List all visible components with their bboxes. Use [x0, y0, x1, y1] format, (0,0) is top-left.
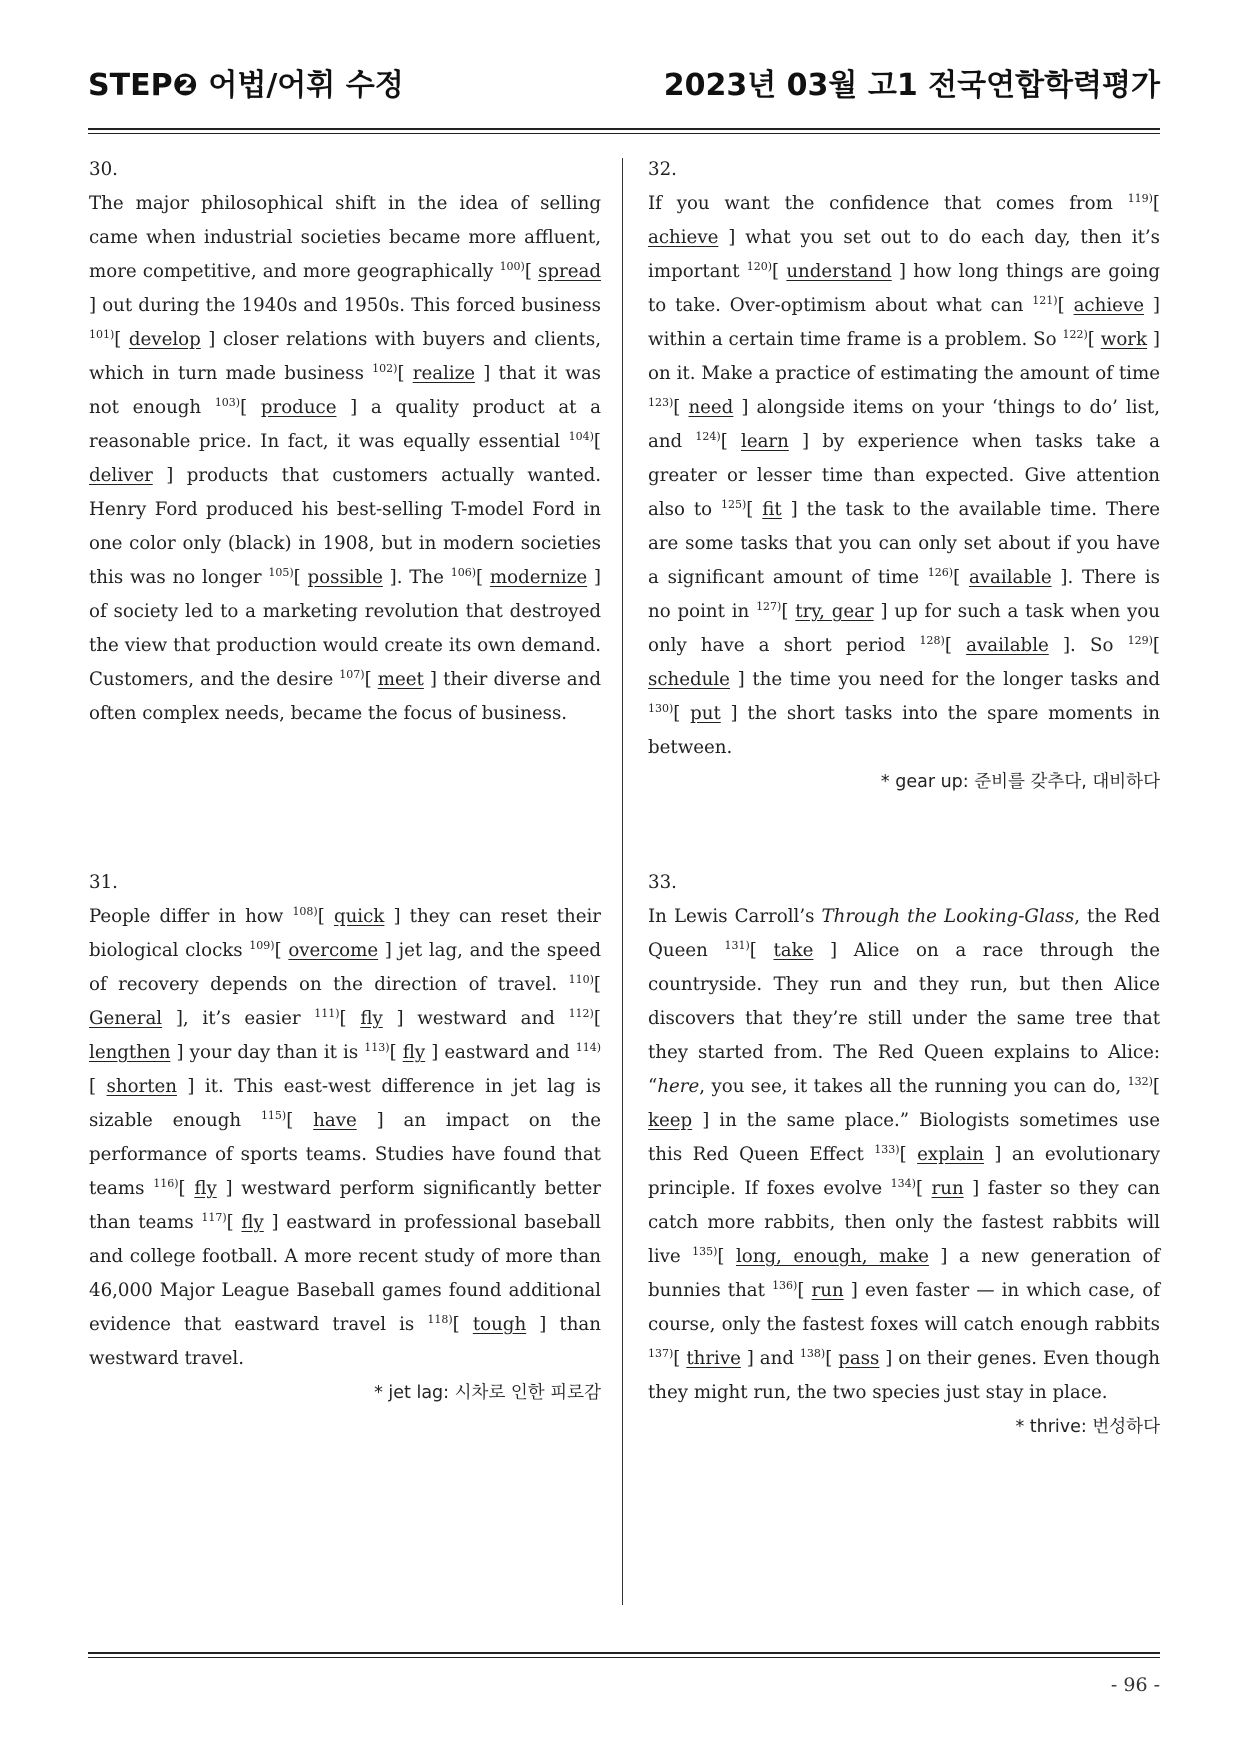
answer-blank: schedule	[648, 669, 730, 690]
answer-blank: lengthen	[89, 1042, 171, 1063]
answer-blank: keep	[648, 1110, 693, 1131]
answer-blank: available	[966, 635, 1049, 656]
question-31	[89, 866, 601, 1410]
blank-number: 100)	[499, 260, 525, 273]
blank-number: 122)	[1062, 328, 1088, 341]
answer-blank: run	[811, 1280, 844, 1301]
answer-blank: have	[313, 1110, 357, 1131]
answer-blank: thrive	[686, 1348, 741, 1369]
footer-rule	[88, 1652, 1160, 1654]
vocab-note: * thrive: 번성하다	[1015, 1417, 1160, 1437]
page-number: - 96 -	[1110, 1674, 1160, 1696]
answer-blank: take	[773, 940, 814, 961]
question-number: 30.	[89, 159, 118, 180]
blank-number: 118)	[427, 1313, 453, 1326]
italic-text: here	[657, 1076, 700, 1097]
blank-number: 112)	[568, 1007, 594, 1020]
blank-number: 132)	[1127, 1075, 1153, 1088]
answer-blank: achieve	[1073, 295, 1144, 316]
blank-number: 129)	[1127, 634, 1153, 647]
question-30	[89, 153, 601, 731]
blank-number: 121)	[1032, 294, 1058, 307]
question-number: 31.	[89, 872, 118, 893]
answer-blank: possible	[307, 567, 383, 588]
blank-number: 128)	[919, 634, 945, 647]
answer-blank: put	[690, 703, 721, 724]
blank-number: 115)	[260, 1109, 287, 1122]
blank-number: 104)	[568, 430, 594, 443]
question-body: If you want the confidence that comes from $^{119)}$[ achieve ] what you set out to do each day, then it’s important $^{120)}$[ understand ] how long things are going to take. Over-optimism about what can $^{121)}$[ achieve ] within a certain time frame is a problem. So $^{122)}$[ work ] on it. Make a practice of estimating the amount of time $^{123)}$[ need ] alongside items on your ‘things to do’ list, and $^{124)}$[ learn ] by experience when tasks take a greater or lesser time than expected. Give attention also to $^{125)}$[ fit ] the task to the available time. There are some tasks that you can only set about if you have a significant amount of time $^{126)}$[ available ]. There is no point in $^{127)}$[ try, gear ] up for such a task when you only have a short period $^{128)}$[ available ]. So $^{129)}$[ schedule ] the time you need for the longer tasks and $^{130)}$[ put ] the short tasks into the spare moments in between.	[648, 192, 1160, 758]
answer-blank: try, gear	[795, 601, 874, 622]
blank-number: 110)	[568, 973, 594, 986]
blank-number: 125)	[721, 498, 747, 511]
blank-number: 103)	[214, 396, 241, 409]
question-33	[648, 866, 1160, 1444]
answer-blank: fly	[360, 1008, 383, 1029]
blank-number: 135)	[692, 1245, 718, 1258]
answer-blank: understand	[786, 261, 892, 282]
blank-number: 101)	[89, 328, 115, 341]
answer-blank: deliver	[89, 465, 153, 486]
blank-number: 107)	[339, 668, 365, 681]
blank-number: 102)	[372, 362, 398, 375]
blank-number: 131)	[724, 939, 750, 952]
blank-number: 117)	[201, 1211, 227, 1224]
answer-blank: meet	[377, 669, 424, 690]
answer-blank: produce	[260, 397, 337, 418]
blank-number: 109)	[249, 939, 275, 952]
blank-number: 138)	[799, 1347, 826, 1360]
answer-blank: fit	[762, 499, 782, 520]
answer-blank: pass	[838, 1348, 880, 1369]
blank-number: 113)	[364, 1041, 390, 1054]
answer-blank: work	[1100, 329, 1147, 350]
answer-blank: fly	[402, 1042, 426, 1063]
answer-blank: achieve	[648, 227, 719, 248]
page-header	[88, 60, 1160, 104]
answer-blank: fly	[241, 1212, 264, 1233]
column-divider	[622, 158, 623, 1605]
exam-title: 2023년 03월 고1 전국연합학력평가	[663, 68, 1160, 103]
header-rule-thin	[88, 133, 1160, 134]
blank-number: 120)	[746, 260, 773, 273]
answer-blank: quick	[333, 906, 385, 927]
blank-number: 136)	[772, 1279, 798, 1292]
answer-blank: General	[89, 1008, 163, 1029]
blank-number: 137)	[648, 1347, 674, 1360]
answer-blank: spread	[538, 261, 601, 282]
footer-rule-thin	[88, 1657, 1160, 1658]
blank-number: 119)	[1127, 192, 1153, 205]
blank-number: 116)	[153, 1177, 179, 1190]
answer-blank: fly	[194, 1178, 217, 1199]
blank-number: 130)	[648, 702, 674, 715]
blank-number: 124)	[695, 430, 721, 443]
answer-blank: overcome	[288, 940, 379, 961]
answer-blank: realize	[412, 363, 476, 384]
blank-number: 133)	[874, 1143, 900, 1156]
blank-number: 106)	[450, 566, 477, 579]
blank-number: 105)	[268, 566, 294, 579]
header-rule	[88, 128, 1160, 130]
question-number: 33.	[648, 872, 677, 893]
answer-blank: learn	[741, 431, 789, 452]
blank-number: 126)	[927, 566, 954, 579]
answer-blank: tough	[472, 1314, 527, 1335]
blank-number: 123)	[648, 396, 674, 409]
vocab-note: * gear up: 준비를 갖추다, 대비하다	[880, 772, 1160, 792]
answer-blank: run	[931, 1178, 964, 1199]
answer-blank: modernize	[489, 567, 588, 588]
question-body: People differ in how $^{108)}$[ quick ] they can reset their biological clocks $^{109)}$[ overcome ] jet lag, and the speed of recovery depends on the direction of travel. $^{110)}$[ General ], it’s easier $^{111)}$[ fly ] westward and $^{112)}$[ lengthen ] your day than it is $^{113)}$[ fly ] eastward and $^{114)}$[ shorten ] it. This east-west difference in jet lag is sizable enough $^{115)}$[ have ] an impact on the performance of sports teams. Studies have found that teams $^{116)}$[ fly ] westward perform significantly better than teams $^{117)}$[ fly ] eastward in professional baseball and college football. A more recent study of more than 46,000 Major League Baseball games found additional evidence that eastward travel is $^{118)}$[ tough ] than westward travel.	[89, 905, 601, 1369]
blank-number: 127)	[756, 600, 782, 613]
vocab-note: * jet lag: 시차로 인한 피로감	[374, 1383, 601, 1403]
blank-number: 114)	[575, 1041, 601, 1054]
answer-blank: develop	[128, 329, 201, 350]
answer-blank: available	[968, 567, 1052, 588]
blank-number: 134)	[890, 1177, 916, 1190]
answer-blank: need	[688, 397, 734, 418]
question-body: The major philosophical shift in the idea of selling came when industrial societies became more affluent, more competitive, and more geographically $^{100)}$[ spread ] out during the 1940s and 1950s. This forced business $^{101)}$[ develop ] closer relations with buyers and clients, which in turn made business $^{102)}$[ realize ] that it was not enough $^{103)}$[ produce ] a quality product at a reasonable price. In fact, it was equally essential $^{104)}$[ deliver ] products that customers actually wanted. Henry Ford produced his best-selling T-model Ford in one color only (black) in 1908, but in modern societies this was no longer $^{105)}$[ possible ]. The $^{106)}$[ modernize ] of society led to a marketing revolution that destroyed the view that production would create its own demand. Customers, and the desire $^{107)}$[ meet ] their diverse and often complex needs, became the focus of business.	[89, 193, 601, 724]
answer-blank: explain	[917, 1144, 984, 1165]
question-32	[648, 153, 1160, 799]
blank-number: 111)	[314, 1007, 340, 1020]
question-number: 32.	[648, 159, 677, 180]
step-title: STEP❷ 어법/어휘 수정	[88, 68, 404, 103]
blank-number: 108)	[292, 905, 318, 918]
italic-text: Through the Looking-Glass	[821, 906, 1075, 927]
answer-blank: shorten	[106, 1076, 177, 1097]
answer-blank: long, enough, make	[735, 1246, 929, 1267]
question-body: In Lewis Carroll’s Through the Looking-Glass, the Red Queen $^{131)}$[ take ] Alice on a race through the countryside. They run and they run, but then Alice discovers that they’re still under the same tree that they started from. The Red Queen explains to Alice: “here, you see, it takes all the running you can do, $^{132)}$[ keep ] in the same place.” Biologists sometimes use this Red Queen Effect $^{133)}$[ explain ] an evolutionary principle. If foxes evolve $^{134)}$[ run ] faster so they can catch more rabbits, then only the fastest rabbits will live $^{135)}$[ long, enough, make ] a new generation of bunnies that $^{136)}$[ run ] even faster — in which case, of course, only the fastest foxes will catch enough rabbits $^{137)}$[ thrive ] and $^{138)}$[ pass ] on their genes. Even though they might run, the two species just stay in place.	[648, 906, 1161, 1403]
